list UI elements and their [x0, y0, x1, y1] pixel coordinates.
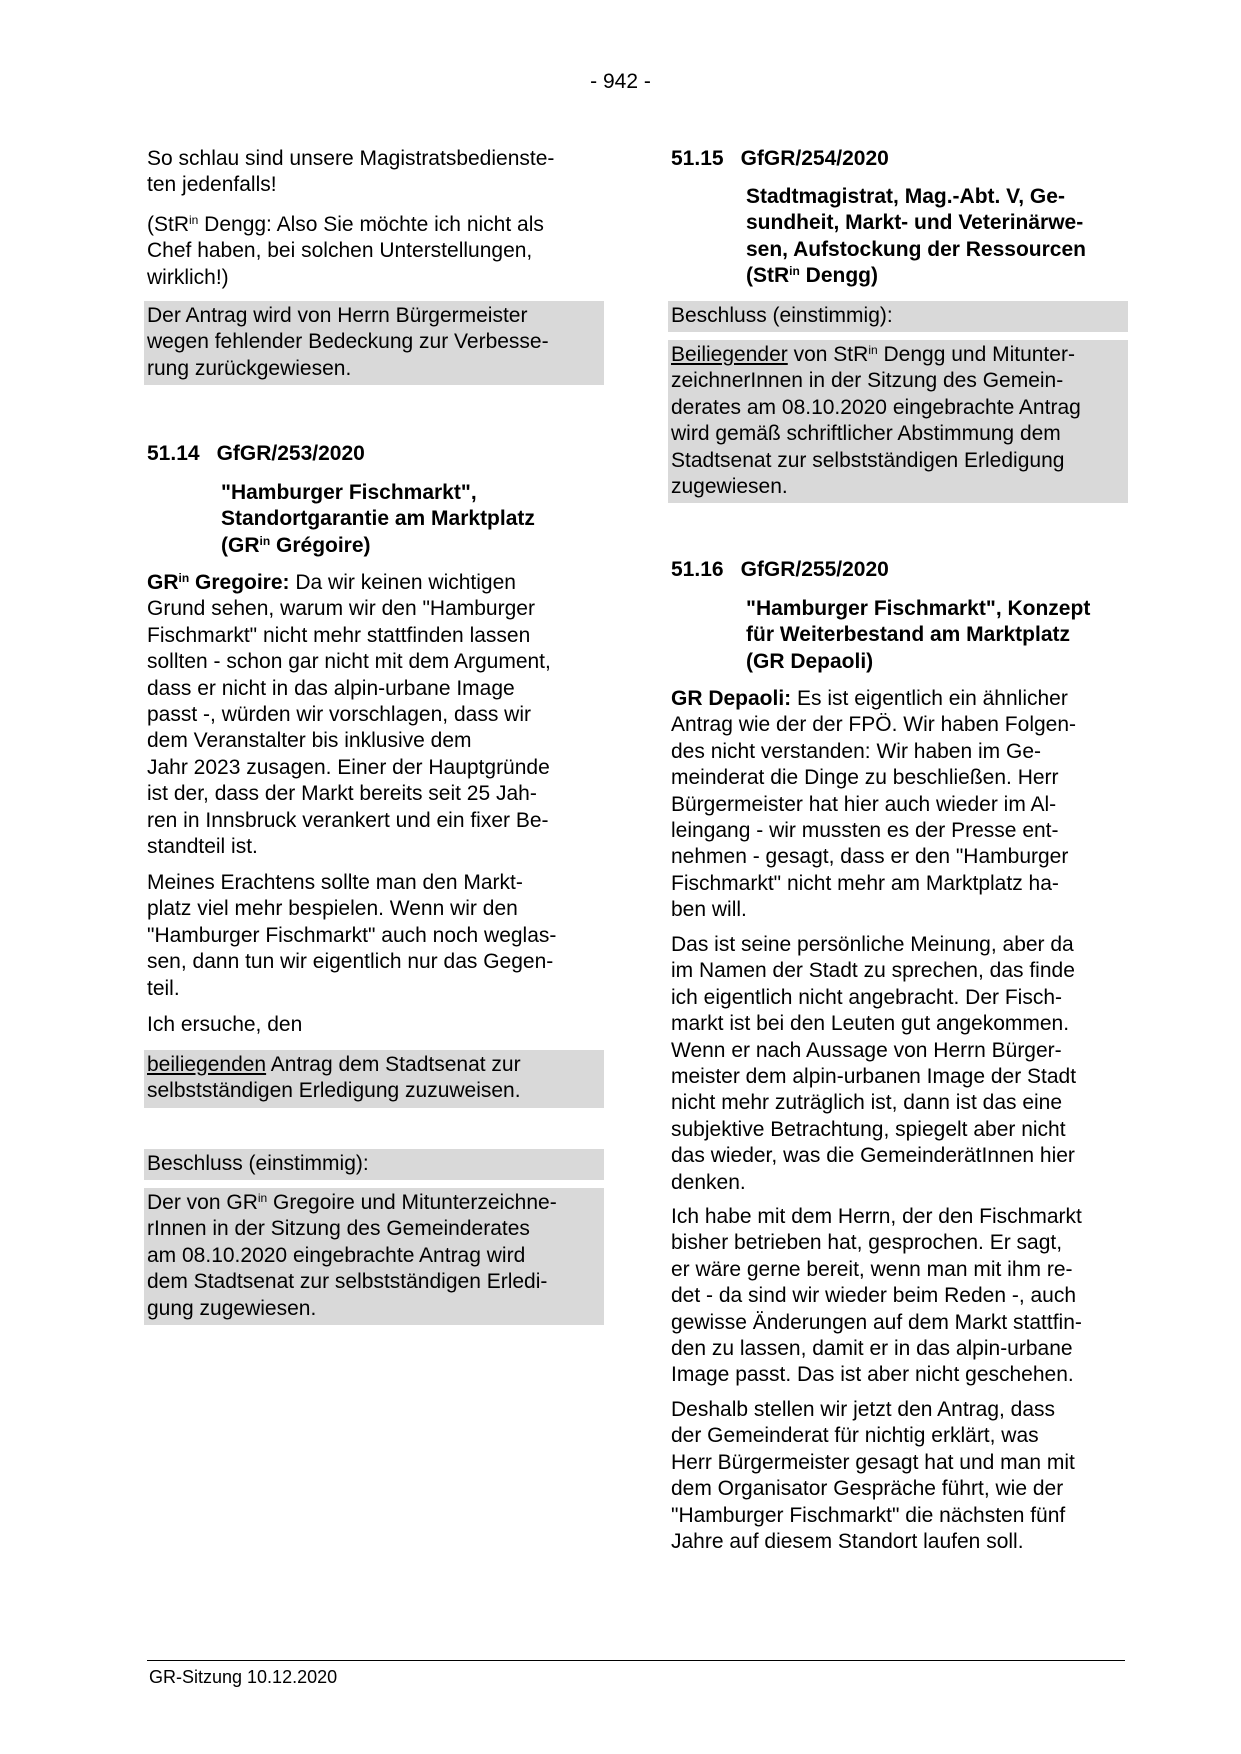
- text-line: Grund sehen, warum wir den "Hamburger: [147, 597, 535, 621]
- agenda-item-title: [746, 596, 1206, 675]
- footer-divider: [147, 1660, 1125, 1661]
- decision-box: [144, 1188, 604, 1325]
- text-line: det - da sind wir wieder beim Reden -, auch: [671, 1284, 1077, 1308]
- text-line: selbstständigen Erledigung zuzuweisen.: [147, 1079, 521, 1103]
- text-line: standteil ist.: [147, 835, 258, 859]
- text-line: "Hamburger Fischmarkt", Konzept: [746, 597, 1091, 620]
- agenda-item-heading: [671, 146, 1131, 172]
- text-line: ist der, dass der Markt bereits seit 25 Jah-: [147, 782, 537, 806]
- agenda-item-title: [146, 480, 681, 559]
- text-line: der Gemeinderat für nichtig erklärt, was: [671, 1424, 1039, 1448]
- text-line: Ich ersuche, den: [147, 1013, 303, 1036]
- text-line: denken.: [671, 1170, 746, 1194]
- text-line: Der von $GR^{in}$ Gregoire und Mitunterzeichne-: [147, 1191, 557, 1214]
- speech-paragraph: [671, 686, 1131, 924]
- text-line: dem Organisator Gespräche führt, wie der: [671, 1477, 1064, 1501]
- item-code: GfGR/255/2020: [740, 558, 889, 581]
- text-line: Stadtmagistrat, Mag.-Abt. V, Ge-: [746, 185, 1065, 208]
- text-line: bisher betrieben hat, gesprochen. Er sagt,: [671, 1231, 1063, 1255]
- text-line: gung zugewiesen.: [147, 1296, 317, 1320]
- text-line: $GR^{in}$ Gregoire: Da wir keinen wichtigen: [147, 571, 516, 594]
- text-line: dem Stadtsenat zur selbstständigen Erledi-: [147, 1270, 548, 1294]
- item-code: GfGR/253/2020: [216, 442, 365, 465]
- text-line: Stadtsenat zur selbstständigen Erledigung: [671, 448, 1065, 472]
- text-line: er wäre gerne bereit, wenn man mit ihm re-: [671, 1257, 1073, 1281]
- text-line: des nicht verstanden: Wir haben im Ge-: [671, 739, 1042, 763]
- text-line: So schlau sind unsere Magistratsbedienste-: [147, 147, 555, 170]
- item-number: 51.16: [671, 558, 724, 581]
- text-line: Das ist seine persönliche Meinung, aber da: [671, 933, 1074, 956]
- text-line: sundheit, Markt- und Veterinärwe-: [746, 211, 1084, 235]
- text-line: dass er nicht in das alpin-urbane Image: [147, 676, 515, 700]
- decision-box: [668, 340, 1128, 503]
- decision-label-box: [144, 1149, 604, 1180]
- agenda-item-title: [746, 184, 1206, 290]
- text-line: rInnen in der Sitzung des Gemeinderates: [147, 1217, 530, 1241]
- text-line: Wenn er nach Aussage von Herrn Bürger-: [671, 1038, 1062, 1062]
- text-line: beiliegenden Antrag dem Stadtsenat zur: [147, 1053, 521, 1076]
- text-line: Deshalb stellen wir jetzt den Antrag, dass: [671, 1398, 1056, 1421]
- text-line: zeichnerInnen in der Sitzung des Gemein-: [671, 369, 1064, 393]
- text-line: passt -, würden wir vorschlagen, dass wir: [147, 703, 531, 727]
- text-line: (StR$^{in}$ Dengg: Also Sie möchte ich nicht als: [147, 213, 544, 236]
- request-text: [147, 1012, 607, 1038]
- text-line: Chef haben, bei solchen Unterstellungen,: [147, 239, 533, 263]
- text-line: derates am 08.10.2020 eingebrachte Antrag: [671, 395, 1081, 419]
- text-line: sen, dann tun wir eigentlich nur das Gegen-: [147, 950, 554, 974]
- text-line: ich eigentlich nicht angebracht. Der Fisch-: [671, 985, 1063, 1009]
- text-line: Der Antrag wird von Herrn Bürgermeister: [147, 304, 528, 327]
- item-number-line: [671, 146, 1131, 172]
- text-line: Standortgarantie am Marktplatz: [221, 507, 535, 531]
- text-line: sollten - schon gar nicht mit dem Argument,: [147, 650, 551, 674]
- item-number-line: [147, 441, 607, 467]
- text-line: nehmen - gesagt, dass er den "Hamburger: [671, 845, 1069, 869]
- text-line: "Hamburger Fischmarkt" auch noch weglas-: [147, 923, 557, 947]
- text-line: ($GR^{in}$ Grégoire): [221, 533, 371, 557]
- text-line: zugewiesen.: [671, 475, 788, 499]
- text-line: Jahr 2023 zusagen. Einer der Hauptgründe: [147, 755, 550, 779]
- text-line: "Hamburger Fischmarkt",: [221, 481, 477, 504]
- text-line: Beschluss (einstimmig):: [147, 1152, 369, 1175]
- text-line: gewisse Änderungen auf dem Markt stattfin-: [671, 1310, 1082, 1334]
- footer-text: GR-Sitzung 10.12.2020: [149, 1667, 338, 1687]
- agenda-item-heading: [147, 441, 607, 467]
- text-line: sen, Aufstockung der Ressourcen: [746, 237, 1086, 261]
- text-line: dem Veranstalter bis inklusive dem: [147, 729, 472, 753]
- rejection-box: [144, 301, 604, 385]
- text-line: Beiliegender von StR$^{in}$ Dengg und Mitunter-: [671, 343, 1075, 366]
- text-line: leingang - wir mussten es der Presse ent-: [671, 819, 1059, 843]
- text-line: Antrag wie der der FPÖ. Wir haben Folgen-: [671, 713, 1077, 737]
- speech-paragraph: [147, 570, 607, 860]
- agenda-item-heading: [671, 557, 1131, 583]
- text-line: meister dem alpin-urbanen Image der Stadt: [671, 1065, 1077, 1089]
- paragraph: [671, 932, 1131, 1196]
- underlined-word: Beiliegender: [671, 343, 788, 366]
- motion-box: [144, 1050, 604, 1108]
- text-line: den zu lassen, damit er in das alpin-urbane: [671, 1337, 1073, 1361]
- text-line: meinderat die Dinge zu beschließen. Herr: [671, 766, 1059, 790]
- text-line: Fischmarkt" nicht mehr stattfinden lassen: [147, 623, 531, 647]
- text-line: (GR Depaoli): [746, 649, 874, 673]
- text-line: GR Depaoli: Es ist eigentlich ein ähnlicher: [671, 687, 1068, 710]
- decision-label-box: [668, 301, 1128, 332]
- text-line: Herr Bürgermeister gesagt hat und man mit: [671, 1450, 1075, 1474]
- text-line: Image passt. Das ist aber nicht geschehen.: [671, 1363, 1074, 1387]
- speaker-name: GR Depaoli:: [671, 687, 792, 710]
- item-number: 51.15: [671, 147, 724, 170]
- speaker-name: $GR^{in}$ Gregoire:: [147, 571, 290, 594]
- text-line: teil.: [147, 976, 180, 1000]
- text-line: nicht mehr zuträglich ist, dann ist das eine: [671, 1091, 1063, 1115]
- text-line: Meines Erachtens sollte man den Markt-: [147, 871, 523, 894]
- text-line: am 08.10.2020 eingebrachte Antrag wird: [147, 1243, 526, 1267]
- underlined-word: beiliegenden: [147, 1053, 267, 1076]
- text-line: für Weiterbestand am Marktplatz: [746, 623, 1071, 647]
- paragraph: [671, 1204, 1131, 1389]
- text-line: Ich habe mit dem Herrn, der den Fischmarkt: [671, 1205, 1082, 1228]
- text-line: Fischmarkt" nicht mehr am Marktplatz ha-: [671, 871, 1059, 895]
- item-number-line: [671, 557, 1131, 583]
- text-line: ren in Innsbruck verankert und ein fixer Be-: [147, 808, 549, 832]
- text-line: wird gemäß schriftlicher Abstimmung dem: [671, 422, 1061, 446]
- text-line: platz viel mehr bespielen. Wenn wir den: [147, 897, 518, 921]
- text-line: Beschluss (einstimmig):: [671, 304, 893, 327]
- item-code: GfGR/254/2020: [740, 147, 889, 170]
- text-line: das wieder, was die GemeinderätInnen hier: [671, 1144, 1075, 1168]
- text-line: Bürgermeister hat hier auch wieder im Al-: [671, 792, 1057, 816]
- paragraph: [147, 870, 607, 1002]
- paragraph: [671, 1397, 1131, 1555]
- text-line: "Hamburger Fischmarkt" die nächsten fünf: [671, 1503, 1066, 1527]
- item-number: 51.14: [147, 442, 200, 465]
- text-line: Jahre auf diesem Standort laufen soll.: [671, 1530, 1024, 1554]
- page-number: - 942 -: [590, 70, 651, 93]
- text-line: im Namen der Stadt zu sprechen, das finde: [671, 959, 1075, 983]
- intro-paragraph: [147, 146, 607, 199]
- text-line: markt ist bei den Leuten gut angekommen.: [671, 1012, 1070, 1036]
- text-line: wirklich!): [147, 265, 229, 289]
- text-line: rung zurückgewiesen.: [147, 356, 352, 380]
- text-line: wegen fehlender Bedeckung zur Verbesse-: [147, 330, 549, 354]
- interjection-paragraph: [147, 212, 607, 291]
- text-line: subjektive Betrachtung, spiegelt aber nicht: [671, 1117, 1066, 1141]
- text-line: ten jedenfalls!: [147, 173, 277, 197]
- text-line: (StR$^{in}$ Dengg): [746, 264, 878, 288]
- text-line: ben will.: [671, 898, 747, 922]
